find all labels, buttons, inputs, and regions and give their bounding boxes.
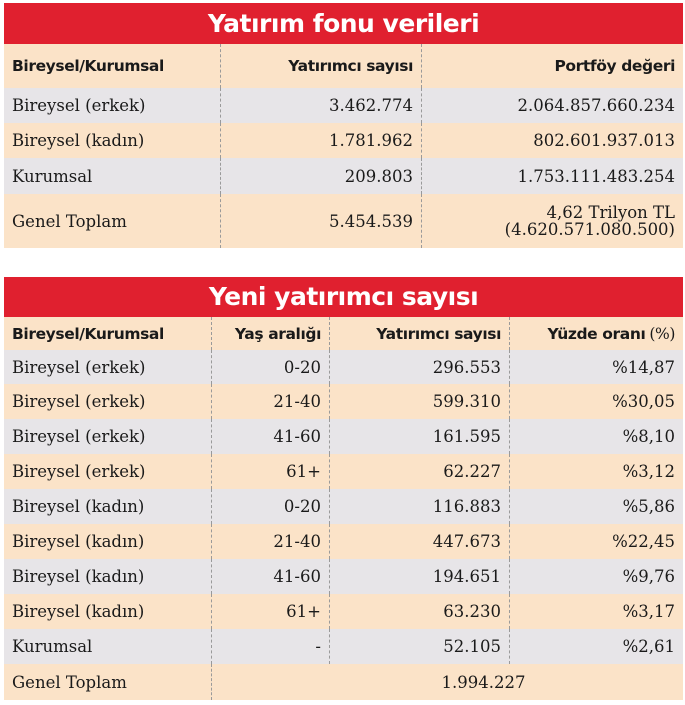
cell-portfolio-value: 1.753.111.483.254 (421, 158, 683, 194)
cell-percentage: %3,17 (509, 594, 683, 629)
cell-type: Bireysel (kadın) (12, 532, 145, 551)
table-row (4, 454, 683, 489)
cell-percentage: %30,05 (509, 384, 683, 419)
table-row (4, 594, 683, 629)
cell-investors: 1.781.962 (220, 123, 421, 158)
header-percentage-label: Yüzde oranı (547, 324, 646, 343)
fund-data-header-row (4, 44, 683, 88)
total-value-exact: (4.620.571.080.500) (504, 220, 675, 239)
total-label: Genel Toplam (12, 672, 127, 692)
cell-investors: 599.310 (329, 384, 509, 419)
cell-investors: 52.105 (329, 629, 509, 664)
cell-type: Bireysel (erkek) (12, 462, 146, 481)
cell-percentage: %2,61 (509, 629, 683, 664)
cell-type: Bireysel (kadın) (12, 131, 145, 150)
cell-age-range: 21-40 (211, 524, 329, 559)
cell-percentage: %5,86 (509, 489, 683, 524)
total-investors: 5.454.539 (220, 194, 421, 248)
cell-portfolio-value: 2.064.857.660.234 (421, 88, 683, 123)
table-row (4, 559, 683, 594)
cell-type: Kurumsal (12, 166, 93, 186)
cell-investors: 161.595 (329, 419, 509, 454)
header-age-range: Yaş aralığı (211, 317, 329, 350)
cell-investors: 116.883 (329, 489, 509, 524)
fund-data-table (4, 3, 683, 248)
header-type: Bireysel/Kurumsal (12, 57, 164, 75)
cell-type: Bireysel (erkek) (12, 96, 146, 115)
header-investors: Yatırımcı sayısı (329, 317, 509, 350)
table-row (4, 384, 683, 419)
total-value-trillion: 4,62 Trilyon TL (546, 203, 675, 222)
header-percentage-suffix: (%) (649, 324, 675, 343)
table-row (4, 629, 683, 664)
cell-investors: 3.462.774 (220, 88, 421, 123)
cell-percentage: %8,10 (509, 419, 683, 454)
table-row (4, 350, 683, 384)
cell-type: Bireysel (erkek) (12, 427, 146, 446)
cell-type: Bireysel (erkek) (12, 392, 146, 411)
cell-age-range: 21-40 (211, 384, 329, 419)
header-type: Bireysel/Kurumsal (12, 324, 164, 343)
table-row (4, 524, 683, 559)
table-row (4, 88, 683, 123)
new-investors-header-row (4, 317, 683, 350)
cell-investors: 194.651 (329, 559, 509, 594)
header-investors: Yatırımcı sayısı (220, 44, 421, 88)
cell-age-range: 61+ (211, 594, 329, 629)
cell-age-range: 0-20 (211, 489, 329, 524)
cell-percentage: %9,76 (509, 559, 683, 594)
cell-percentage: %22,45 (509, 524, 683, 559)
cell-age-range: 0-20 (211, 350, 329, 384)
total-row (4, 664, 683, 700)
new-investors-title: Yeni yatırımcı sayısı (4, 277, 683, 317)
total-label: Genel Toplam (12, 211, 127, 231)
cell-type: Kurumsal (12, 637, 93, 656)
total-portfolio-value (421, 194, 683, 248)
header-percentage (509, 317, 683, 350)
cell-investors: 209.803 (220, 158, 421, 194)
total-investors: 1.994.227 (211, 664, 683, 700)
cell-investors: 296.553 (329, 350, 509, 384)
header-portfolio-value: Portföy değeri (421, 44, 683, 88)
cell-investors: 62.227 (329, 454, 509, 489)
cell-type: Bireysel (kadın) (12, 567, 145, 586)
cell-investors: 447.673 (329, 524, 509, 559)
cell-type: Bireysel (kadın) (12, 497, 145, 516)
cell-type: Bireysel (kadın) (12, 602, 145, 621)
cell-age-range: - (211, 629, 329, 664)
table-row (4, 419, 683, 454)
new-investors-table (4, 277, 683, 700)
fund-data-title: Yatırım fonu verileri (4, 3, 683, 44)
cell-age-range: 41-60 (211, 419, 329, 454)
total-row (4, 194, 683, 248)
cell-percentage: %14,87 (509, 350, 683, 384)
cell-percentage: %3,12 (509, 454, 683, 489)
cell-investors: 63.230 (329, 594, 509, 629)
table-row (4, 489, 683, 524)
cell-age-range: 61+ (211, 454, 329, 489)
cell-type: Bireysel (erkek) (12, 357, 146, 377)
cell-age-range: 41-60 (211, 559, 329, 594)
table-row (4, 123, 683, 158)
table-row (4, 158, 683, 194)
cell-portfolio-value: 802.601.937.013 (421, 123, 683, 158)
